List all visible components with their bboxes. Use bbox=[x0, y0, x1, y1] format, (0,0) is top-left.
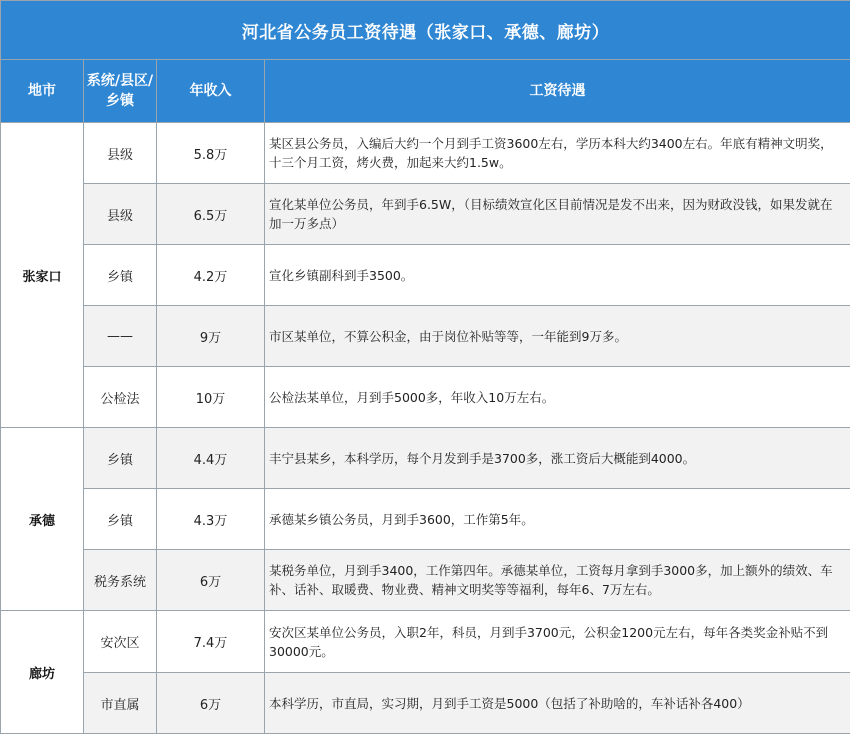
details-cell: 宣化某单位公务员，年到手6.5W，（目标绩效宣化区目前情况是发不出来，因为财政没钱，如果发就在加一万多点） bbox=[265, 184, 850, 245]
table-row bbox=[1, 184, 850, 245]
details-cell: 安次区某单位公务员，入职2年，科员，月到手3700元，公积金1200元左右，每年各类奖金补贴不到30000元。 bbox=[265, 611, 850, 673]
table-row bbox=[1, 367, 850, 428]
details-cell: 某区县公务员，入编后大约一个月到手工资3600左右，学历本科大约3400左右。年底有精神文明奖，十三个月工资，烤火费，加起来大约1.5w。 bbox=[265, 123, 850, 184]
details-cell: 市区某单位，不算公积金，由于岗位补贴等等，一年能到9万多。 bbox=[265, 306, 850, 367]
city-cell-chengde: 承德 bbox=[1, 428, 84, 611]
system-cell: 乡镇 bbox=[84, 489, 157, 550]
income-cell: 4.3万 bbox=[157, 489, 265, 550]
system-cell: 税务系统 bbox=[84, 550, 157, 611]
system-cell: 安次区 bbox=[84, 611, 157, 673]
table-row bbox=[1, 245, 850, 306]
income-cell: 7.4万 bbox=[157, 611, 265, 673]
system-cell: —— bbox=[84, 306, 157, 367]
table-row bbox=[1, 611, 850, 673]
table-row bbox=[1, 428, 850, 489]
system-cell: 公检法 bbox=[84, 367, 157, 428]
details-cell: 某税务单位，月到手3400，工作第四年。承德某单位，工资每月拿到手3000多，加上额外的绩效、车补、话补、取暖费、物业费、精神文明奖等等福利，每年6、7万左右。 bbox=[265, 550, 850, 611]
details-cell: 丰宁县某乡，本科学历，每个月发到手是3700多，涨工资后大概能到4000。 bbox=[265, 428, 850, 489]
income-cell: 6万 bbox=[157, 673, 265, 734]
income-cell: 4.4万 bbox=[157, 428, 265, 489]
header-income: 年收入 bbox=[157, 60, 265, 123]
table-row bbox=[1, 123, 850, 184]
income-cell: 6万 bbox=[157, 550, 265, 611]
details-cell: 宣化乡镇副科到手3500。 bbox=[265, 245, 850, 306]
table-title: 河北省公务员工资待遇（张家口、承德、廊坊） bbox=[1, 1, 850, 60]
system-cell: 县级 bbox=[84, 123, 157, 184]
income-cell: 6.5万 bbox=[157, 184, 265, 245]
income-cell: 10万 bbox=[157, 367, 265, 428]
header-system: 系统/县区/乡镇 bbox=[84, 60, 157, 123]
details-cell: 承德某乡镇公务员，月到手3600，工作第5年。 bbox=[265, 489, 850, 550]
table-row bbox=[1, 673, 850, 734]
table-row bbox=[1, 489, 850, 550]
table-row bbox=[1, 306, 850, 367]
city-cell-langfang: 廊坊 bbox=[1, 611, 84, 734]
system-cell: 县级 bbox=[84, 184, 157, 245]
details-cell: 公检法某单位，月到手5000多，年收入10万左右。 bbox=[265, 367, 850, 428]
header-details: 工资待遇 bbox=[265, 60, 850, 123]
income-cell: 4.2万 bbox=[157, 245, 265, 306]
system-cell: 乡镇 bbox=[84, 428, 157, 489]
income-cell: 5.8万 bbox=[157, 123, 265, 184]
details-cell: 本科学历，市直局，实习期，月到手工资是5000（包括了补助啥的，车补话补各400） bbox=[265, 673, 850, 734]
system-cell: 市直属 bbox=[84, 673, 157, 734]
table-row bbox=[1, 550, 850, 611]
city-cell-zhangjiakou: 张家口 bbox=[1, 123, 84, 428]
system-cell: 乡镇 bbox=[84, 245, 157, 306]
header-city: 地市 bbox=[1, 60, 84, 123]
income-cell: 9万 bbox=[157, 306, 265, 367]
